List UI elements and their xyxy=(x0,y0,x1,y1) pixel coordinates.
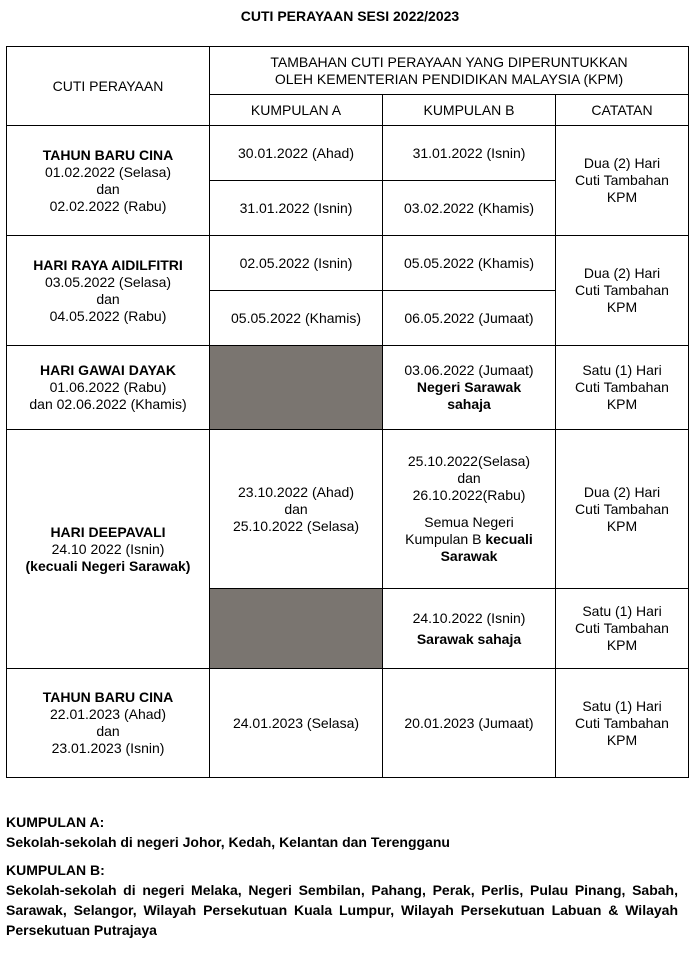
holiday-name: HARI GAWAI DAYAK xyxy=(40,362,176,378)
catatan-line: Satu (1) Hari xyxy=(582,362,662,378)
catatan-line: KPM xyxy=(606,189,638,205)
catatan-line: KPM xyxy=(606,299,638,315)
kumpulan-a-cell: 31.01.2022 (Isnin) xyxy=(210,181,383,236)
kumpulan-b-description: Sekolah-sekolah di negeri Melaka, Negeri Sembilan, Pahang, Perak, Perlis, Pulau Pinang, Sabah, Sarawak, Selangor, Wilayah Persekutuan Kuala Lumpur, Wilayah Persekutuan Labuan & Wilayah Persekutuan Putrajaya xyxy=(6,882,678,938)
kumpulan-b-note-kecuali: kecuali xyxy=(485,531,533,547)
kumpulan-a-date: 23.10.2022 (Ahad) xyxy=(238,483,354,500)
holiday-name: TAHUN BARU CINA xyxy=(42,689,174,705)
holiday-name: TAHUN BARU CINA xyxy=(42,146,174,163)
catatan-line: Cuti Tambahan xyxy=(575,172,669,188)
kumpulan-b-date: 03.06.2022 (Jumaat) xyxy=(404,362,534,378)
kumpulan-a-dan: dan xyxy=(284,500,308,517)
holiday-date: 01.02.2022 (Selasa) xyxy=(44,163,172,180)
page-title: CUTI PERAYAAN SESI 2022/2023 xyxy=(240,8,460,24)
holiday-cell xyxy=(7,669,210,778)
holiday-date: 01.06.2022 (Rabu) xyxy=(49,379,167,395)
kumpulan-b-note: Negeri Sarawak xyxy=(416,379,522,395)
holiday-cell xyxy=(7,430,210,669)
kumpulan-b-note: Semua Negeri xyxy=(424,514,514,530)
holiday-date: 03.05.2022 (Selasa) xyxy=(44,273,172,290)
holiday-date: dan 02.06.2022 (Khamis) xyxy=(29,396,187,412)
holiday-date: 02.02.2022 (Rabu) xyxy=(49,197,167,214)
kumpulan-b-cell: 20.01.2023 (Jumaat) xyxy=(383,669,556,778)
kumpulan-a-heading: KUMPULAN A: xyxy=(6,814,105,830)
catatan-line: Cuti Tambahan xyxy=(575,379,669,395)
kumpulan-a-cell: 05.05.2022 (Khamis) xyxy=(210,291,383,346)
holiday-cell xyxy=(7,346,210,430)
catatan-line: KPM xyxy=(606,396,638,412)
kumpulan-a-description: Sekolah-sekolah di negeri Johor, Kedah, Kelantan dan Terengganu xyxy=(6,834,450,850)
kumpulan-b-note: sahaja xyxy=(447,396,491,412)
header-catatan: CATATAN xyxy=(556,95,689,126)
catatan-line: Cuti Tambahan xyxy=(575,714,669,731)
holiday-name: HARI DEEPAVALI xyxy=(50,523,166,540)
notes-section xyxy=(6,812,678,940)
kumpulan-b-cell: 05.05.2022 (Khamis) xyxy=(383,236,556,291)
holiday-date: 04.05.2022 (Rabu) xyxy=(49,307,167,324)
catatan-line: Cuti Tambahan xyxy=(575,620,669,636)
header-kumpulan-b: KUMPULAN B xyxy=(383,95,556,126)
kumpulan-a-cell: 24.01.2023 (Selasa) xyxy=(210,669,383,778)
kumpulan-b-note-text: Kumpulan B xyxy=(405,531,486,547)
not-applicable-cell xyxy=(210,346,383,430)
kumpulan-b-date: 24.10.2022 (Isnin) xyxy=(412,609,526,626)
holiday-dan: dan xyxy=(96,290,120,307)
holiday-date: 23.01.2023 (Isnin) xyxy=(51,740,165,756)
holiday-cell xyxy=(7,126,210,236)
kumpulan-b-date: 26.10.2022(Rabu) xyxy=(412,487,526,503)
catatan-line: KPM xyxy=(606,637,638,653)
header-kumpulan-a: KUMPULAN A xyxy=(210,95,383,126)
kumpulan-b-cell xyxy=(383,346,556,430)
kumpulan-b-heading: KUMPULAN B: xyxy=(6,862,105,878)
holiday-cell xyxy=(7,236,210,346)
kumpulan-a-cell: 02.05.2022 (Isnin) xyxy=(210,236,383,291)
kumpulan-b-note: Sarawak sahaja xyxy=(416,630,522,647)
catatan-cell xyxy=(556,346,689,430)
kumpulan-b-dan: dan xyxy=(457,470,481,486)
catatan-line: Cuti Tambahan xyxy=(575,500,669,517)
catatan-line: Dua (2) Hari xyxy=(583,265,661,281)
kumpulan-a-date: 25.10.2022 (Selasa) xyxy=(232,517,360,534)
kumpulan-b-cell: 31.01.2022 (Isnin) xyxy=(383,126,556,181)
holiday-name: HARI RAYA AIDILFITRI xyxy=(33,256,183,273)
holiday-table xyxy=(6,46,689,778)
holiday-dan: dan xyxy=(96,180,120,197)
holiday-date: 24.10 2022 (Isnin) xyxy=(51,540,165,557)
catatan-line: KPM xyxy=(606,731,638,748)
header-cuti-perayaan: CUTI PERAYAAN xyxy=(7,47,210,126)
catatan-cell xyxy=(556,669,689,778)
holiday-dan: dan xyxy=(96,723,120,739)
catatan-cell xyxy=(556,589,689,669)
kumpulan-b-note xyxy=(386,531,552,548)
holiday-date: 22.01.2023 (Ahad) xyxy=(50,706,166,722)
kumpulan-b-cell: 03.02.2022 (Khamis) xyxy=(383,181,556,236)
header-tambahan-line1: TAMBAHAN CUTI PERAYAAN YANG DIPERUNTUKKAN xyxy=(270,53,628,70)
catatan-line: KPM xyxy=(606,517,638,534)
catatan-line: Dua (2) Hari xyxy=(583,483,661,500)
catatan-line: Cuti Tambahan xyxy=(575,282,669,298)
catatan-line: Satu (1) Hari xyxy=(582,697,662,714)
kumpulan-b-date: 25.10.2022(Selasa) xyxy=(407,453,531,469)
catatan-line: Dua (2) Hari xyxy=(583,155,661,171)
catatan-cell xyxy=(556,236,689,346)
spacer xyxy=(6,852,678,860)
catatan-line: Satu (1) Hari xyxy=(582,603,662,619)
kumpulan-b-cell xyxy=(383,430,556,589)
spacer xyxy=(386,504,552,514)
catatan-cell xyxy=(556,430,689,589)
kumpulan-a-cell xyxy=(210,430,383,589)
header-tambahan-line2: OLEH KEMENTERIAN PENDIDIKAN MALAYSIA (KPM) xyxy=(274,70,624,87)
kumpulan-b-cell: 06.05.2022 (Jumaat) xyxy=(383,291,556,346)
not-applicable-cell xyxy=(210,589,383,669)
kumpulan-b-cell xyxy=(383,589,556,669)
kumpulan-b-note: Sarawak xyxy=(440,548,498,564)
kumpulan-a-cell: 30.01.2022 (Ahad) xyxy=(210,126,383,181)
header-tambahan xyxy=(210,47,689,95)
holiday-exception: (kecuali Negeri Sarawak) xyxy=(25,557,191,574)
catatan-cell xyxy=(556,126,689,236)
